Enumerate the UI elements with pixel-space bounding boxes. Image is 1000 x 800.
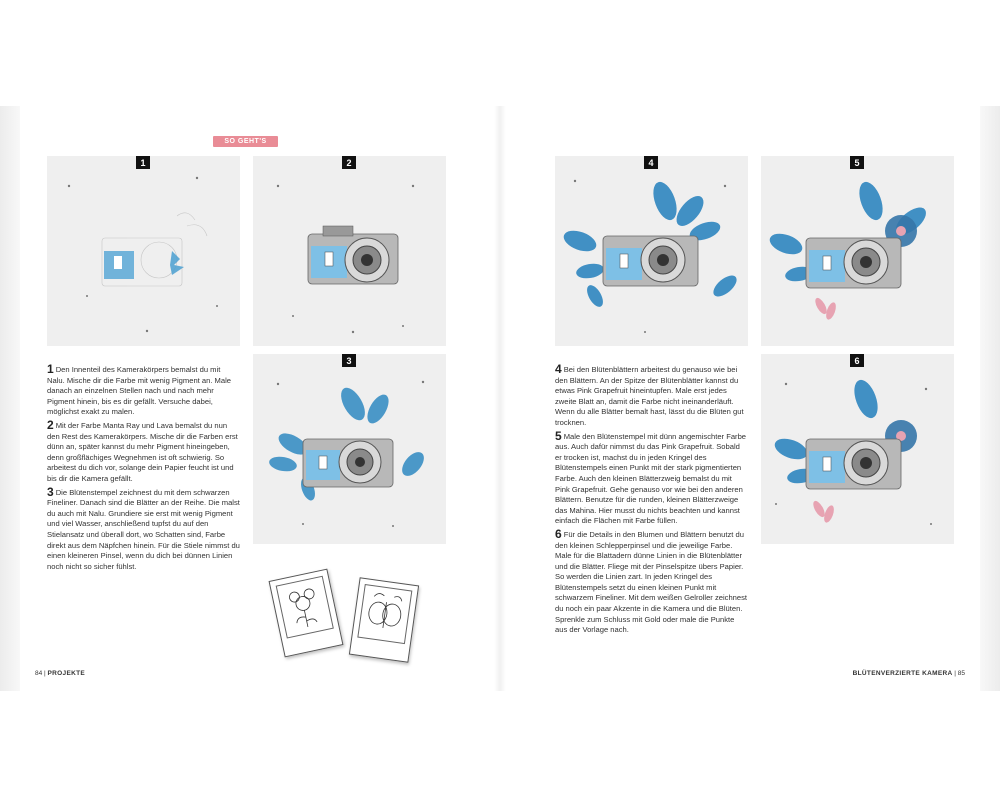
- magazine-spread: [0, 106, 1000, 691]
- camera-illustration: [253, 156, 446, 346]
- camera-final-illustration: [761, 354, 954, 544]
- step-text-3: 3 Die Blütenstempel zeichnest du mit dem schwarzen Fineliner. Danach sind die Blätter an der Reihe. Die malst du auch mit Nalu. Grundiere sie erst mit wenig Pigment und viel Wasser, anschließend tupfst du auf den Stielansatz und überall dort, wo Schatten sind, Farbe direkt aus dem Näpfchen hinein. Für die Stiele nimmst du einen kleineren Pinsel, wenn du dich bei dünnen Linien noch nicht so sicher fühlst.: [47, 484, 240, 571]
- step-image-5: [761, 156, 954, 346]
- step-number-badge: 6: [850, 354, 864, 367]
- camera-leaves-illustration: [253, 354, 446, 544]
- spine-gutter: [494, 106, 506, 691]
- camera-flowers-illustration: [555, 156, 748, 346]
- step-number-badge: 3: [342, 354, 356, 367]
- step-number-badge: 2: [342, 156, 356, 169]
- page-edge-right: [980, 106, 1000, 691]
- step-image-1: [47, 156, 240, 346]
- step-text-1: 1 Den Innenteil des Kamerakörpers bemalst du mit Nalu. Mische dir die Farbe mit wenig Pigment an. Male danach an einzelnen Stellen nach und nach mehr Pigment hinein, bis es dir gefällt. Versuche dabei, möglichst exakt zu malen.: [47, 362, 232, 417]
- step-image-3: [253, 354, 446, 544]
- instructions-left: [47, 364, 240, 574]
- step-text-5: 5 Male den Blütenstempel mit dünn angemischter Farbe aus. Auch dafür nimmst du das Pink Grapefruit. Sobald er trocken ist, machst du in jeden Kringel des Blütenstempels einen Punkt mit der stark pigmentierten Farbe. Auch den kleinen Blätterzweig bemalst du mit Pink Grapefruit. Gehe genauso vor wie bei den anderen Blättern. Benutze für die runden, kleinen Blätterzweige das Mahina. Hier musst du nichts beachten und kannst einfach die Flächen mit Farbe füllen.: [555, 428, 747, 526]
- camera-sketch-illustration: [47, 156, 240, 346]
- section-tag: SO GEHT'S: [213, 136, 278, 147]
- flower-illustration: [277, 577, 333, 637]
- folio-right: BLÜTENVERZIERTE KAMERA | 85: [852, 670, 965, 677]
- step-text-6: 6 Für die Details in den Blumen und Blättern benutzt du den kleinen Schlepperpinsel und die jeweilige Farbe. Male für die Blattadern dünne Linien in die Blütenblätter und die Blätter. Fliege mit der Pinselspitze übers Papier. So werden die Linien zart. In jeden Kringel des Blütenstempels setzt du einen kleinen Punkt mit schwarzem Fineliner. Mit dem weißen Gelroller zeichnest du noch ein paar Akzente in die Kamera und die Blüten. Sprenkle zum Schluss mit Gold oder male die Punkte aus der Vorlage nach.: [555, 526, 748, 635]
- right-page: [500, 106, 1000, 691]
- step-image-6: [761, 354, 954, 544]
- camera-bloom-illustration: [761, 156, 954, 346]
- polaroid-flower: [269, 569, 344, 658]
- step-number-badge: 5: [850, 156, 864, 169]
- folio-left: 84 | PROJEKTE: [35, 670, 85, 677]
- step-text-2: 2 Mit der Farbe Manta Ray und Lava bemalst du nun den Rest des Kamerakörpers. Mische dir die Farben erst dünn an, später kannst du mehr Pigment hineingeben, denn großflächiges Wegnehmen ist oft schwierig. So arbeitest du dich vor, solange dein Papier feucht ist und bis dir die Kamera gefällt.: [47, 417, 238, 483]
- step-image-2: [253, 156, 446, 346]
- instructions-right: [555, 364, 748, 638]
- butterfly-illustration: [358, 585, 411, 643]
- polaroid-butterfly: [349, 577, 419, 663]
- left-page: [0, 106, 500, 691]
- page-edge-left: [0, 106, 20, 691]
- step-image-4: [555, 156, 748, 346]
- step-number-badge: 4: [644, 156, 658, 169]
- step-number-badge: 1: [136, 156, 150, 169]
- step-text-4: 4 Bei den Blütenblättern arbeitest du genauso wie bei den Blättern. An der Spitze der Blütenblätter kannst du etwas Pink Grapefruit hineintupfen. Male erst jedes zweite Blatt an, damit die Farbe nicht ineinanderläuft. Wenn du alle Blätter bemalt hast, lässt du die Blüten gut trocknen.: [555, 362, 744, 427]
